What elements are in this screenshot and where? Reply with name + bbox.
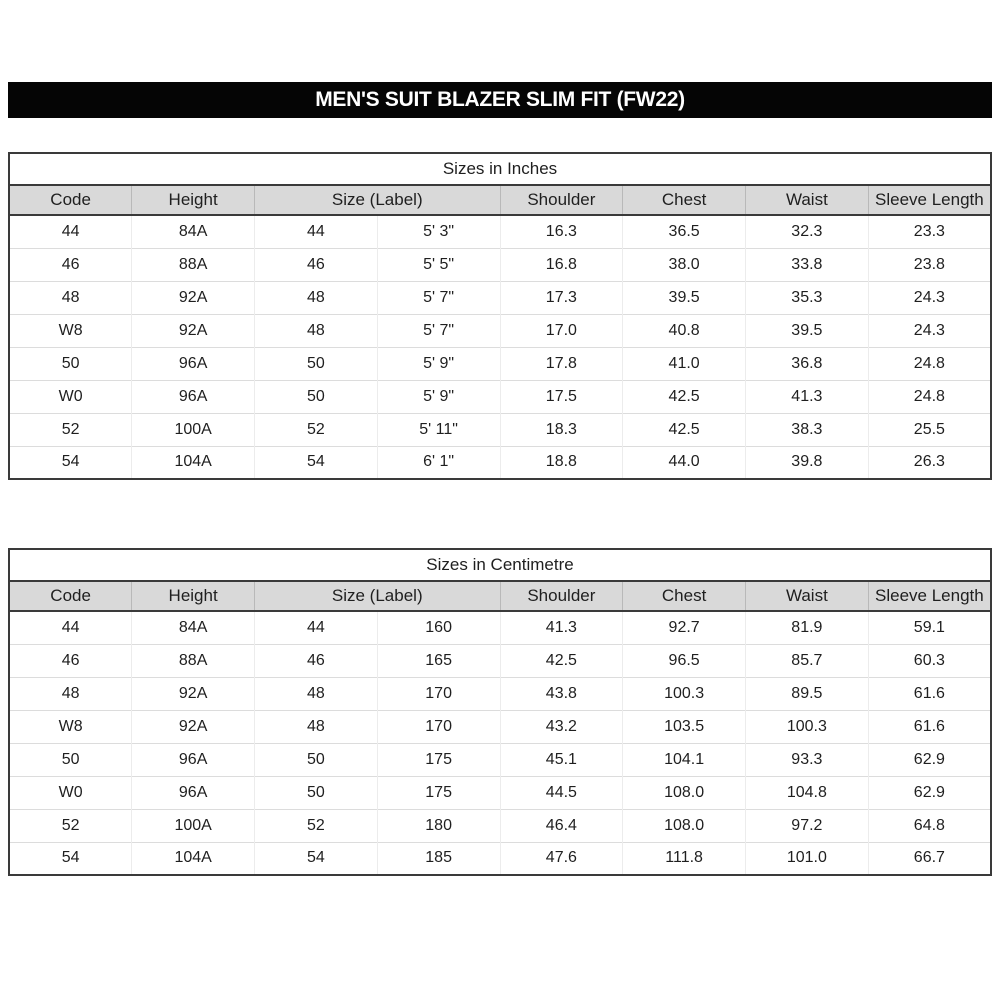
column-header: Sleeve Length bbox=[868, 185, 991, 215]
table-cell: 96A bbox=[132, 743, 255, 776]
table-cell: 18.8 bbox=[500, 446, 623, 479]
table-cell: 62.9 bbox=[868, 743, 991, 776]
table-cell: 16.8 bbox=[500, 248, 623, 281]
table-cell: 44 bbox=[9, 215, 132, 248]
table-cell: 46.4 bbox=[500, 809, 623, 842]
table-cell: 92.7 bbox=[623, 611, 746, 644]
table-cell: 18.3 bbox=[500, 413, 623, 446]
table-cell: 26.3 bbox=[868, 446, 991, 479]
table-cell: 50 bbox=[255, 776, 378, 809]
table-row bbox=[9, 842, 991, 875]
table-cell: 66.7 bbox=[868, 842, 991, 875]
table-cell: W8 bbox=[9, 710, 132, 743]
table-cell: 88A bbox=[132, 644, 255, 677]
table-row bbox=[9, 446, 991, 479]
table-cell: 96A bbox=[132, 776, 255, 809]
table-cell: 185 bbox=[377, 842, 500, 875]
table-cell: 96.5 bbox=[623, 644, 746, 677]
table-cell: 39.5 bbox=[746, 314, 869, 347]
table-cell: 64.8 bbox=[868, 809, 991, 842]
table-cell: 111.8 bbox=[623, 842, 746, 875]
column-header: Waist bbox=[746, 185, 869, 215]
table-cell: 104A bbox=[132, 446, 255, 479]
table-row bbox=[9, 215, 991, 248]
table-cell: 52 bbox=[9, 413, 132, 446]
table-row bbox=[9, 611, 991, 644]
table-cell: 46 bbox=[255, 248, 378, 281]
table-cell: 54 bbox=[255, 446, 378, 479]
table-cell: 44 bbox=[255, 611, 378, 644]
table-cell: 84A bbox=[132, 215, 255, 248]
table-cell: 42.5 bbox=[623, 413, 746, 446]
table-cell: 103.5 bbox=[623, 710, 746, 743]
table-cell: 170 bbox=[377, 710, 500, 743]
table-cell: 5' 11" bbox=[377, 413, 500, 446]
table-row bbox=[9, 314, 991, 347]
table-cell: 52 bbox=[255, 413, 378, 446]
table-cell: 24.8 bbox=[868, 380, 991, 413]
table-cell: 104A bbox=[132, 842, 255, 875]
table-cell: 97.2 bbox=[746, 809, 869, 842]
size-table bbox=[8, 548, 992, 876]
table-cell: 101.0 bbox=[746, 842, 869, 875]
table-cell: 89.5 bbox=[746, 677, 869, 710]
table-cell: 160 bbox=[377, 611, 500, 644]
table-cell: 170 bbox=[377, 677, 500, 710]
table-caption: Sizes in Inches bbox=[9, 153, 991, 185]
table-cell: 93.3 bbox=[746, 743, 869, 776]
table-row bbox=[9, 743, 991, 776]
table-cell: 17.3 bbox=[500, 281, 623, 314]
table-cell: 46 bbox=[9, 248, 132, 281]
table-cell: 100A bbox=[132, 809, 255, 842]
table-cell: 104.8 bbox=[746, 776, 869, 809]
table-cell: W8 bbox=[9, 314, 132, 347]
title-banner bbox=[8, 82, 992, 118]
table-row bbox=[9, 809, 991, 842]
table-cell: 46 bbox=[9, 644, 132, 677]
table-cell: 92A bbox=[132, 281, 255, 314]
table-row bbox=[9, 413, 991, 446]
table-cell: 60.3 bbox=[868, 644, 991, 677]
table-cell: 41.3 bbox=[500, 611, 623, 644]
table-cell: 48 bbox=[255, 314, 378, 347]
table-cell: 41.0 bbox=[623, 347, 746, 380]
table-cell: 92A bbox=[132, 314, 255, 347]
column-header: Chest bbox=[623, 581, 746, 611]
table-cell: 5' 7" bbox=[377, 314, 500, 347]
table-cell: 48 bbox=[255, 281, 378, 314]
sizes-in-centimetre-table bbox=[8, 548, 992, 876]
table-cell: 88A bbox=[132, 248, 255, 281]
table-cell: 50 bbox=[255, 743, 378, 776]
table-cell: 48 bbox=[9, 677, 132, 710]
column-header: Chest bbox=[623, 185, 746, 215]
table-cell: 100.3 bbox=[746, 710, 869, 743]
table-cell: 44 bbox=[255, 215, 378, 248]
table-cell: 92A bbox=[132, 710, 255, 743]
table-cell: 46 bbox=[255, 644, 378, 677]
table-cell: 96A bbox=[132, 380, 255, 413]
table-cell: 48 bbox=[9, 281, 132, 314]
table-cell: 85.7 bbox=[746, 644, 869, 677]
table-cell: 24.3 bbox=[868, 314, 991, 347]
table-cell: 100A bbox=[132, 413, 255, 446]
table-cell: 50 bbox=[9, 347, 132, 380]
table-cell: 81.9 bbox=[746, 611, 869, 644]
table-cell: 108.0 bbox=[623, 776, 746, 809]
table-row bbox=[9, 710, 991, 743]
table-row bbox=[9, 644, 991, 677]
table-cell: 52 bbox=[9, 809, 132, 842]
table-row bbox=[9, 281, 991, 314]
table-cell: 17.8 bbox=[500, 347, 623, 380]
table-cell: 175 bbox=[377, 776, 500, 809]
table-cell: 42.5 bbox=[500, 644, 623, 677]
table-cell: 50 bbox=[255, 347, 378, 380]
table-cell: 96A bbox=[132, 347, 255, 380]
size-table bbox=[8, 152, 992, 480]
table-cell: W0 bbox=[9, 776, 132, 809]
column-header: Waist bbox=[746, 581, 869, 611]
table-cell: W0 bbox=[9, 380, 132, 413]
column-header: Code bbox=[9, 185, 132, 215]
column-header: Shoulder bbox=[500, 185, 623, 215]
table-cell: 17.5 bbox=[500, 380, 623, 413]
table-cell: 25.5 bbox=[868, 413, 991, 446]
table-row bbox=[9, 380, 991, 413]
table-row bbox=[9, 776, 991, 809]
table-cell: 175 bbox=[377, 743, 500, 776]
table-cell: 36.5 bbox=[623, 215, 746, 248]
table-cell: 84A bbox=[132, 611, 255, 644]
table-cell: 50 bbox=[255, 380, 378, 413]
table-cell: 23.3 bbox=[868, 215, 991, 248]
table-cell: 54 bbox=[9, 842, 132, 875]
table-cell: 41.3 bbox=[746, 380, 869, 413]
table-cell: 100.3 bbox=[623, 677, 746, 710]
table-row bbox=[9, 248, 991, 281]
table-cell: 5' 7" bbox=[377, 281, 500, 314]
table-cell: 33.8 bbox=[746, 248, 869, 281]
table-cell: 165 bbox=[377, 644, 500, 677]
table-cell: 92A bbox=[132, 677, 255, 710]
table-cell: 38.0 bbox=[623, 248, 746, 281]
table-cell: 16.3 bbox=[500, 215, 623, 248]
table-cell: 44.0 bbox=[623, 446, 746, 479]
page-title: MEN'S SUIT BLAZER SLIM FIT (FW22) bbox=[315, 88, 685, 111]
table-cell: 17.0 bbox=[500, 314, 623, 347]
table-cell: 38.3 bbox=[746, 413, 869, 446]
table-cell: 54 bbox=[255, 842, 378, 875]
table-cell: 50 bbox=[9, 743, 132, 776]
table-cell: 104.1 bbox=[623, 743, 746, 776]
table-cell: 5' 3" bbox=[377, 215, 500, 248]
table-cell: 45.1 bbox=[500, 743, 623, 776]
table-cell: 5' 5" bbox=[377, 248, 500, 281]
table-cell: 44.5 bbox=[500, 776, 623, 809]
table-cell: 48 bbox=[255, 710, 378, 743]
table-cell: 47.6 bbox=[500, 842, 623, 875]
table-cell: 61.6 bbox=[868, 710, 991, 743]
table-cell: 39.8 bbox=[746, 446, 869, 479]
table-cell: 5' 9" bbox=[377, 347, 500, 380]
table-cell: 36.8 bbox=[746, 347, 869, 380]
column-header: Sleeve Length bbox=[868, 581, 991, 611]
column-header: Height bbox=[132, 185, 255, 215]
table-caption: Sizes in Centimetre bbox=[9, 549, 991, 581]
table-cell: 43.8 bbox=[500, 677, 623, 710]
table-cell: 23.8 bbox=[868, 248, 991, 281]
table-cell: 24.3 bbox=[868, 281, 991, 314]
table-cell: 48 bbox=[255, 677, 378, 710]
column-header: Code bbox=[9, 581, 132, 611]
table-cell: 39.5 bbox=[623, 281, 746, 314]
table-cell: 43.2 bbox=[500, 710, 623, 743]
table-cell: 54 bbox=[9, 446, 132, 479]
table-cell: 59.1 bbox=[868, 611, 991, 644]
table-cell: 61.6 bbox=[868, 677, 991, 710]
column-header: Shoulder bbox=[500, 581, 623, 611]
column-header: Height bbox=[132, 581, 255, 611]
table-cell: 44 bbox=[9, 611, 132, 644]
table-cell: 62.9 bbox=[868, 776, 991, 809]
table-cell: 52 bbox=[255, 809, 378, 842]
table-row bbox=[9, 677, 991, 710]
table-cell: 108.0 bbox=[623, 809, 746, 842]
table-cell: 32.3 bbox=[746, 215, 869, 248]
table-cell: 42.5 bbox=[623, 380, 746, 413]
column-header: Size (Label) bbox=[255, 185, 501, 215]
table-cell: 40.8 bbox=[623, 314, 746, 347]
column-header: Size (Label) bbox=[255, 581, 501, 611]
table-cell: 35.3 bbox=[746, 281, 869, 314]
table-cell: 24.8 bbox=[868, 347, 991, 380]
table-cell: 6' 1" bbox=[377, 446, 500, 479]
table-cell: 5' 9" bbox=[377, 380, 500, 413]
table-row bbox=[9, 347, 991, 380]
table-cell: 180 bbox=[377, 809, 500, 842]
sizes-in-inches-table bbox=[8, 152, 992, 480]
